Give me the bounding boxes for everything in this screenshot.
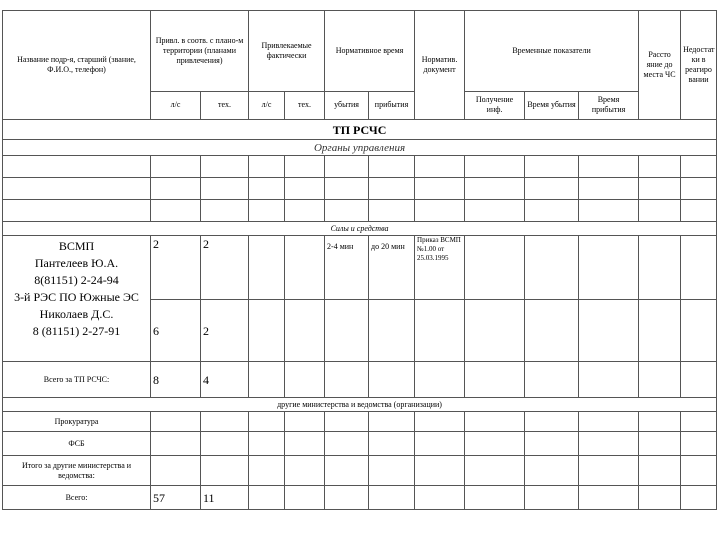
forces-unit-2-name: 3-й РЭС ПО Южные ЭС — [14, 290, 139, 304]
forces-r2-ls: 6 — [151, 300, 201, 362]
header-ls: л/с — [151, 91, 201, 119]
table-row — [3, 412, 717, 432]
grand-total-ls: 57 — [151, 486, 201, 510]
header-shortcomings: Недостат ки в реагиро вании — [681, 11, 717, 120]
header-tech-fact: тех. — [285, 91, 325, 119]
table-row — [3, 156, 717, 178]
header-arrival-time: Время прибытия — [579, 91, 639, 119]
forces-r1-departure: 2-4 мин — [325, 236, 369, 300]
header-norm-doc: Норматив. документ — [415, 11, 465, 120]
forces-r1-tech: 2 — [201, 236, 249, 300]
header-name-column: Название подр-я, старший (звание, Ф.И.О., телефон) — [3, 11, 151, 120]
table-row — [3, 432, 717, 456]
other-row-fsb: ФСБ — [3, 432, 151, 456]
header-norm-time: Нормативное время — [325, 11, 415, 92]
header-time-indicators: Временные показатели — [465, 11, 639, 92]
section-forces: Силы и средства — [3, 222, 717, 236]
grand-total-tech: 11 — [201, 486, 249, 510]
forces-unit-2-chief: Николаев Д.С. — [39, 307, 114, 321]
forces-r1-doc: Приказ ВСМП №1.00 от 25.03.1995 — [415, 236, 465, 300]
forces-unit-1-chief: Пантелеев Ю.А. — [34, 256, 119, 270]
forces-r1-arrival: до 20 мин — [369, 236, 415, 300]
table-row — [3, 456, 717, 486]
header-departure: убытия — [325, 91, 369, 119]
total-tp-tech: 4 — [201, 362, 249, 398]
header-received-info: Получение инф. — [465, 91, 525, 119]
grand-total-row — [3, 486, 717, 510]
forces-r2-tech: 2 — [201, 300, 249, 362]
section-other-ministries: другие министерства и ведомства (организации) — [3, 398, 717, 412]
table-row — [3, 200, 717, 222]
header-arrival: прибытия — [369, 91, 415, 119]
forces-units-cell — [3, 236, 151, 362]
report-sheet — [2, 10, 716, 540]
total-tp-row — [3, 362, 717, 398]
forces-unit-2-phone: 8 (81151) 2-27-91 — [32, 324, 121, 338]
forces-unit-1-name: ВСМП — [58, 239, 95, 253]
total-tp-ls: 8 — [151, 362, 201, 398]
section-tp-rschs: ТП РСЧС — [3, 120, 717, 140]
report-table — [2, 10, 717, 510]
total-tp-label: Всего за ТП РСЧС: — [3, 362, 151, 398]
other-total-label: Итого за другие министерства и ведомства: — [3, 456, 151, 486]
grand-total-label: Всего: — [3, 486, 151, 510]
header-distance: Рассто яние до места ЧС — [639, 11, 681, 120]
header-attracted-plan: Привл. в соотв. с плано-м территории (планами привлечения) — [151, 11, 249, 92]
section-management: Органы управления — [3, 140, 717, 156]
header-ls-fact: л/с — [249, 91, 285, 119]
header-attracted-fact: Привлекаемые фактически — [249, 11, 325, 92]
table-row — [3, 178, 717, 200]
forces-unit-1-phone: 8(81151) 2-24-94 — [34, 273, 119, 287]
other-row-prosecutor: Прокуратура — [3, 412, 151, 432]
header-departure-time: Время убытия — [525, 91, 579, 119]
header-tech: тех. — [201, 91, 249, 119]
forces-r1-ls: 2 — [151, 236, 201, 300]
table-row — [3, 236, 717, 300]
